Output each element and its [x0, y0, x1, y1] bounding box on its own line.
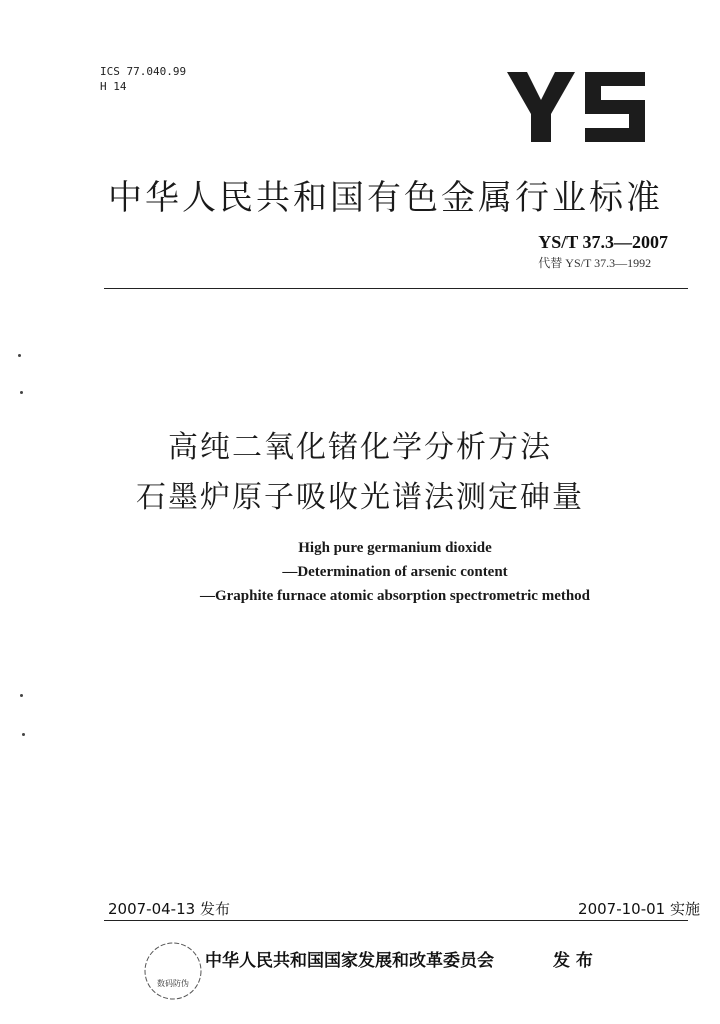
chinese-title-line-2: 石墨炉原子吸收光谱法测定砷量 [136, 480, 584, 515]
ys-standard-logo [505, 70, 647, 144]
ics-code: ICS 77.040.99 [100, 65, 187, 78]
chinese-title-line-1: 高纯二氧化锗化学分析方法 [168, 430, 552, 465]
standard-number: YS/T 37.3—2007 [538, 232, 668, 252]
english-title [0, 536, 720, 608]
scan-mark [18, 354, 21, 357]
classification-codes [100, 64, 186, 94]
scan-mark [20, 391, 23, 394]
seal-text: 数码防伪 [157, 979, 189, 988]
scan-mark [20, 694, 23, 697]
industry-standard-title: 中华人民共和国有色金属行业标准 [108, 178, 663, 218]
anti-counterfeit-seal-icon [142, 940, 204, 1002]
implementation-date: 2007-10-01 实施 [578, 900, 700, 918]
english-title-line-1: High pure germanium dioxide [298, 540, 492, 556]
issue-date: 2007-04-13 发布 [108, 900, 230, 918]
english-title-line-3: —Graphite furnace atomic absorption spectrometric method [199, 588, 591, 604]
publisher-name: 中华人民共和国国家发展和改革委员会 [205, 951, 494, 971]
english-title-line-2: —Determination of arsenic content [282, 564, 508, 580]
header-divider [104, 288, 688, 289]
scan-mark [22, 733, 25, 736]
replaces-standard: 代替 YS/T 37.3—1992 [538, 256, 652, 270]
ccs-code: H 14 [100, 80, 127, 93]
standard-number-block [538, 232, 668, 271]
publish-label: 发 布 [553, 951, 593, 971]
footer-divider [104, 920, 688, 921]
